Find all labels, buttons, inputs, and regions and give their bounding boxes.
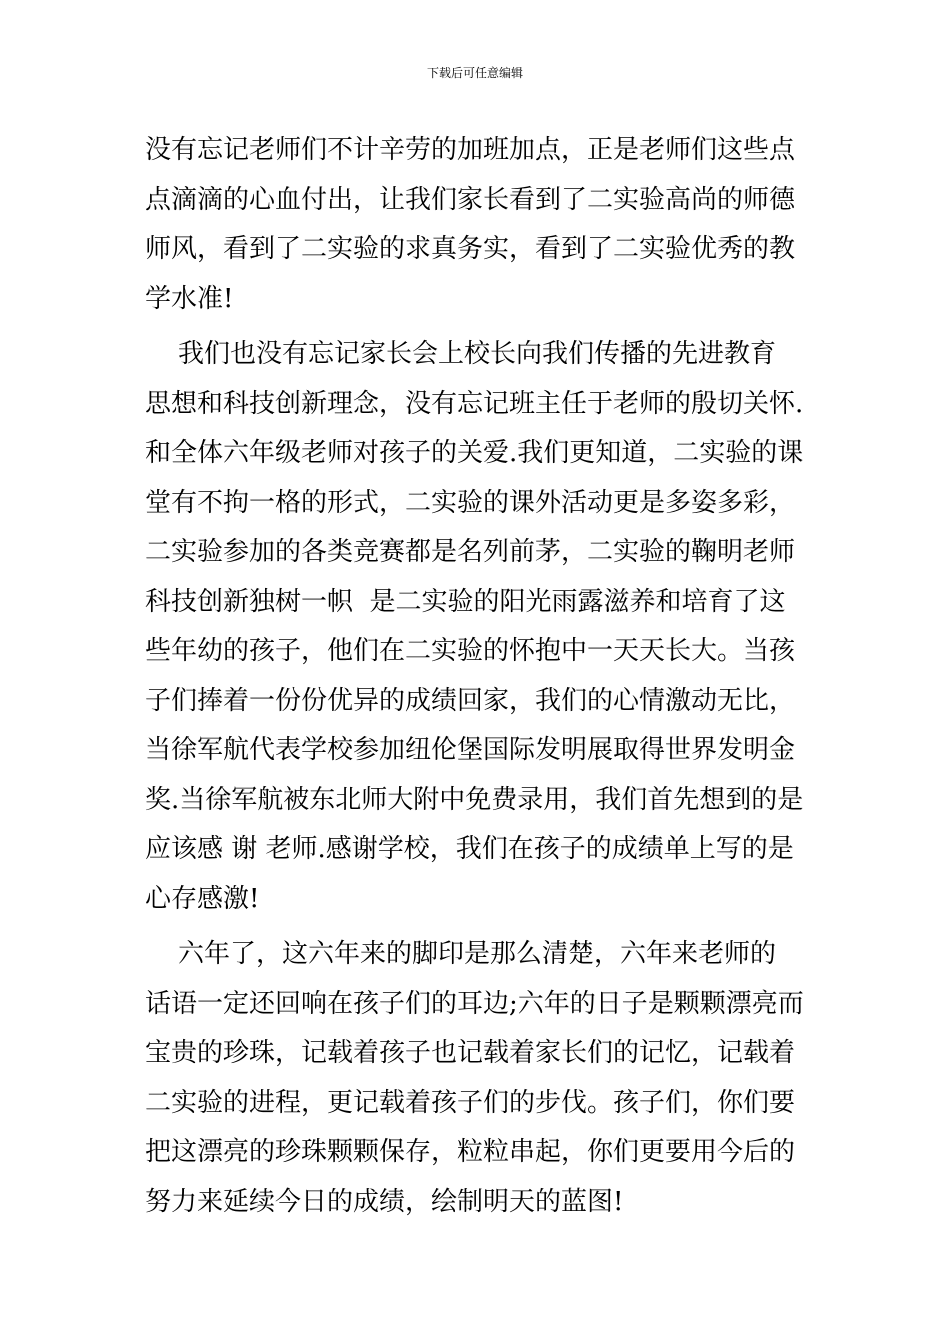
text-line: 二实验的进程，更记载着孩子们的步伐。孩子们，你们要: [145, 1087, 796, 1118]
document-body: [145, 126, 810, 1227]
text-line: 点滴滴的心血付出，让我们家长看到了二实验高尚的师德: [145, 184, 796, 215]
text-line: 没有忘记老师们不计辛劳的加班加点，正是老师们这些点: [145, 135, 796, 165]
text-line: 我们也没有忘记家长会上校长向我们传播的先进教育: [145, 339, 777, 369]
paragraph-1: [145, 126, 810, 324]
text-line: 和全体六年级老师对孩子的关爱.我们更知道，二实验的课: [145, 438, 804, 468]
text-line: 思想和科技创新理念，没有忘记班主任于老师的殷切关怀.: [145, 388, 804, 419]
text-line: 话语一定还回响在孩子们的耳边;六年的日子是颗颗漂亮而: [145, 988, 804, 1019]
text-line: 宝贵的珍珠，记载着孩子也记载着家长们的记忆，记载着: [145, 1038, 796, 1068]
text-line: 把这漂亮的珍珠颗颗保存，粒粒串起，你们更要用今后的: [145, 1137, 796, 1167]
paragraph-3: [145, 930, 810, 1227]
text-line: 奖.当徐军航被东北师大附中免费录用，我们首先想到的是: [145, 784, 804, 815]
text-line: 二实验参加的各类竞赛都是名列前茅，二实验的鞠明老师: [145, 537, 796, 567]
text-line: 努力来延续今日的成绩，绘制明天的蓝图!: [145, 1186, 624, 1217]
paragraph-2: [145, 330, 810, 924]
text-line: 六年了，这六年来的脚印是那么清楚，六年来老师的: [145, 939, 777, 969]
text-line: 堂有不拘一格的形式，二实验的课外活动更是多姿多彩，: [145, 487, 796, 518]
text-line: 当徐军航代表学校参加纽伦堡国际发明展取得世界发明金: [145, 735, 796, 765]
page-header: 下载后可任意编辑: [426, 66, 523, 80]
text-line: 些年幼的孩子，他们在二实验的怀抱中一天天长大。当孩: [145, 636, 796, 666]
text-line: 科技创新独树一帜 是二实验的阳光雨露滋养和培育了这: [145, 586, 786, 617]
text-line: 子们捧着一份份优异的成绩回家，我们的心情激动无比，: [145, 685, 796, 716]
text-line: 学水准!: [145, 283, 234, 314]
text-line: 师风，看到了二实验的求真务实，看到了二实验优秀的教: [145, 234, 796, 264]
text-line: 应该感 谢 老师.感谢学校，我们在孩子的成绩单上写的是: [145, 834, 794, 864]
text-line: 心存感激!: [145, 883, 260, 914]
